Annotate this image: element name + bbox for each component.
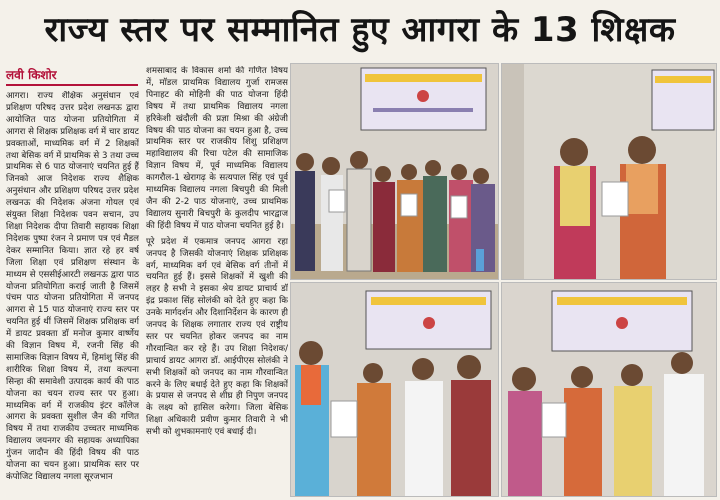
photo-group-award bbox=[290, 63, 499, 280]
paragraph: शमसाबाद के विकास शर्मा की गणित विषय में, मॉडल प्राथमिक विद्यालय गुर्जा रामजस पिनाहट की मोहिनी की पाठ योजना हिंदी विषय में तथा प्राथमिक विद्यालय नगला हरिकेशी खंदौली की प्रज्ञा मिश्रा की अंग्रेजी विषय की पाठ योजना का चयन हुआ है, उच्च प्राथमिक स्तर पर राजकीय शिशु प्रशिक्षण महाविद्यालय की रिचा पटेल की सामाजिक विज्ञान विषय में, पूर्व माध्यमिक विद्यालय कागरौल-1 खेरागढ़ के सत्यपाल सिंह एवं पूर्व माध्यमिक विद्यालय नगला बिचपुरी की मिली जैन की 2-2 पाठ योजनाएं, उच्च प्राथमिक विद्यालय सुनारी बिचपुरी के कुलदीप भारद्वाज की हिंदी विषय में पाठ योजना चयनित हुई है। bbox=[146, 66, 288, 231]
headline: राज्य स्तर पर सम्मानित हुए आगरा के 13 शिक्षक bbox=[44, 10, 676, 50]
byline: लवी किशोर bbox=[6, 68, 57, 82]
photo-certificate-two-women bbox=[501, 63, 717, 280]
photo-certificate-group-right bbox=[501, 282, 717, 497]
article-column-1 bbox=[6, 91, 139, 495]
byline-rule bbox=[6, 84, 138, 86]
photo-certificate-presentation-men bbox=[290, 282, 499, 497]
article-column-2 bbox=[146, 66, 288, 495]
paragraph: आगरा। राज्य शैक्षिक अनुसंधान एवं प्रशिक्षण परिषद उत्तर प्रदेश लखनऊ द्वारा आयोजित पाठ योजना प्रतियोगिता में आगरा से शिक्षक प्रशिक्षक वर्ग में चार डायट प्रवक्ताओं, माध्यमिक वर्ग में 2 शिक्षकों तथा बेसिक वर्ग में प्राथमिक से 3 तथा उच्च प्राथमिक से 6 पाठ योजनाएं चयनित हुई हैं जिनको आज निदेशक राज्य शैक्षिक अनुसंधान और प्रशिक्षण परिषद उत्तर प्रदेश लखनऊ की निदेशक अंजना गोयल एवं संयुक्त शिक्षा निदेशक पवन सचान, उप शिक्षा निदेशक दीपा तिवारी सहायक शिक्षा निदेशक पुष्पा रंजन ने प्रमाण पत्र एवं मैडल देकर सम्मानित किया। ज्ञात रहे हर वर्ष जिला शिक्षा एवं प्रशिक्षण संस्थान के माध्यम से एससीईआरटी लखनऊ द्वारा पाठ योजना प्रतियोगिता कराई जाती है जिसमें पंचम पाठ योजना प्रतियोगिता में जनपद आगरा से 15 पाठ योजनाएं राज्य स्तर पर चयनित हुई थीं जिसमें शिक्षक प्रशिक्षक वर्ग में डायट प्रवक्ता डॉ मनोज कुमार वार्ष्णेय की विज्ञान विषय में, रजनी सिंह की सामाजिक विज्ञान विषय में, हिमांशु सिंह की शारीरिक शिक्षा विषय में, तथा कल्पना सिन्हा की समावेशी उत्पादक कार्य की पाठ योजना का चयन राज्य स्तर पर हुआ। माध्यमिक वर्ग में राजकीय इंटर कॉलेज आगरा के प्रवक्ता सुशील जैन की गणित विषय में तथा राजकीय उच्चतर माध्यमिक विद्यालय जयनगर की सहायक अध्यापिका गुंजन जादौन की हिंदी विषय की पाठ योजना का चयन हुआ। प्राथमिक स्तर पर कंपोजिट विद्यालय नगला सूरजभान bbox=[6, 91, 139, 482]
paragraph: पूरे प्रदेश में एकमात्र जनपद आगरा रहा जनपद है जिसकी योजनाएं शिक्षक प्रशिक्षक वर्ग, माध्यमिक वर्ग एवं बेसिक वर्ग तीनों में चयनित हुई हैं। इससे शिक्षकों में खुशी की लहर है सभी ने इसका श्रेय डायट प्राचार्य डॉ इंद्र प्रकाश सिंह सोलंकी को देते हुए कहा कि उनके मार्गदर्शन और दिशानिर्देशन के कारण ही जनपद के शिक्षक लगातार राज्य एवं राष्ट्रीय स्तर पर चयनित होकर जनपद का नाम गौरवान्वित कर रहे हैं। उप शिक्षा निदेशक/ प्राचार्य डायट आगरा डॉ. आईपीएस सोलंकी ने सभी शिक्षकों को जनपद का नाम गौरवान्वित करने के लिए बधाई देते हुए कहा कि शिक्षकों के प्रयास से जनपद से शीघ्र ही निपुण जनपद के लक्ष्य को हासिल करेगा। जिला बेसिक शिक्षा अधिकारी प्रवीण कुमार तिवारी ने भी सभी को शुभकामनाएं एवं बधाई दी। bbox=[146, 236, 288, 438]
